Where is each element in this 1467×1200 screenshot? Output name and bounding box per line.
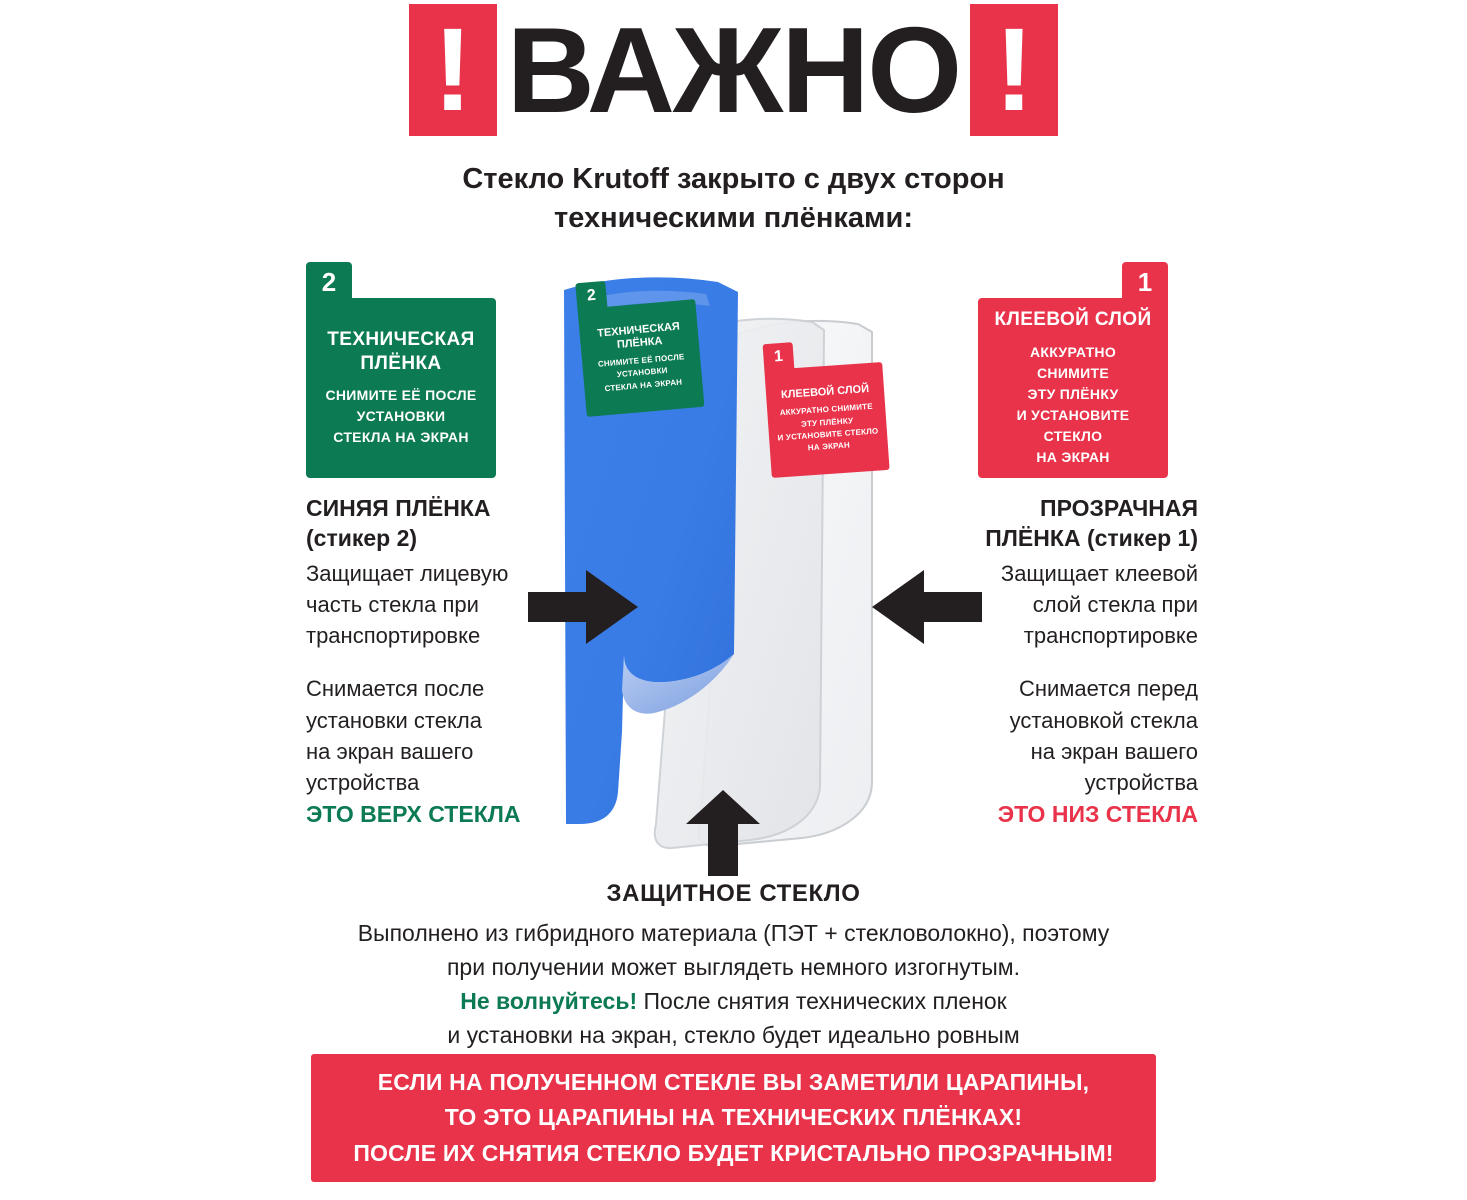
red-sticker-sub-line-3: И УСТАНОВИТЕ СТЕКЛО: [1016, 406, 1130, 444]
green-sticker-card: [306, 267, 496, 478]
page-title: ВАЖНО: [506, 2, 961, 138]
blue-film-body-line-3: транспортировке: [306, 623, 481, 649]
clear-film-body2-line-2: установкой стекла: [1009, 707, 1198, 733]
mini-green-title-line-2: ПЛЁНКА: [616, 335, 663, 351]
red-sticker-sub-line-2: ЭТУ ПЛЁНКУ: [1027, 385, 1119, 402]
mini-red-sub-line-4: НА ЭКРАН: [807, 440, 851, 453]
clear-film-body-line-1: Защищает клеевой: [1000, 560, 1198, 586]
blue-film-body2-line-3: на экран вашего: [306, 738, 474, 764]
green-sticker-sub-line-2: УСТАНОВКИ: [356, 408, 446, 425]
green-sticker-title: [327, 328, 474, 376]
clear-film-body-line-3: транспортировке: [1023, 623, 1198, 649]
header-banner: [0, 0, 1467, 140]
scratches-warning-line-2: ТО ЭТО ЦАРАПИНЫ НА ТЕХНИЧЕСКИХ ПЛЁНКАХ!: [444, 1104, 1023, 1131]
blue-film-body2-line-4: устройства: [306, 770, 420, 796]
mini-green-sticker-body: [578, 299, 705, 417]
mini-red-sticker-title: КЛЕЕВОЙ СЛОЙ: [780, 383, 870, 402]
red-sticker-sub-line-1: АККУРАТНО СНИМИТЕ: [1029, 343, 1117, 381]
green-sticker-title-line-1: ТЕХНИЧЕСКАЯ: [327, 328, 475, 350]
green-sticker-sub-line-1: СНИМИТЕ ЕЁ ПОСЛЕ: [325, 387, 477, 404]
mini-red-sub-line-3: И УСТАНОВИТЕ СТЕКЛО: [777, 426, 879, 443]
clear-film-heading-line-1: ПРОЗРАЧНАЯ: [1040, 495, 1198, 521]
red-sticker-title: КЛЕЕВОЙ СЛОЙ: [994, 309, 1152, 331]
scratches-warning-line-1: ЕСЛИ НА ПОЛУЧЕННОМ СТЕКЛЕ ВЫ ЗАМЕТИЛИ ЦАРАПИНЫ,: [377, 1068, 1090, 1095]
green-sticker-sub: [325, 385, 476, 448]
mini-green-sticker: [578, 286, 705, 417]
subtitle: [0, 160, 1467, 238]
scratches-warning-banner: [311, 1054, 1156, 1182]
mini-red-sub-line-2: ЭТУ ПЛЁНКУ: [800, 415, 854, 429]
clear-film-spacer: [938, 651, 1198, 673]
mini-red-sticker-sub: [776, 401, 880, 457]
clear-film-body2-line-3: на экран вашего: [1030, 738, 1198, 764]
protective-glass-line-3: [0, 984, 1467, 1018]
mini-red-sticker-number: 1: [763, 342, 795, 372]
mini-red-sticker: [764, 347, 889, 478]
subtitle-line-1: Стекло Krutoff закрыто с двух сторон: [462, 163, 1005, 195]
mini-red-sticker-body: [764, 362, 889, 478]
blue-film-heading-line-2: (стикер 2): [306, 524, 418, 551]
clear-film-description: [938, 494, 1198, 831]
mini-green-sticker-number: 2: [575, 281, 607, 312]
blue-film-body-line-2: часть стекла при: [306, 592, 479, 618]
protective-glass-line-2: при получении может выглядеть немного изгогнутым.: [446, 954, 1021, 981]
exclamation-left-icon: !: [409, 4, 497, 136]
clear-film-accent: ЭТО НИЗ СТЕКЛА: [997, 801, 1198, 828]
green-sticker-title-line-2: ПЛЁНКА: [360, 352, 442, 374]
protective-glass-line-3-rest: После снятия технических пленок: [637, 988, 1007, 1015]
clear-film-heading-line-2: ПЛЁНКА (стикер 1): [985, 524, 1198, 551]
protective-glass-line-1: Выполнено из гибридного материала (ПЭТ + стекловолокно), поэтому: [357, 920, 1110, 946]
red-sticker-sub: [992, 342, 1154, 468]
blue-film-description: [306, 494, 566, 831]
green-sticker-sub-line-3: СТЕКЛА НА ЭКРАН: [333, 429, 469, 446]
clear-film-body2-line-1: Снимается перед: [1018, 676, 1198, 702]
blue-film-heading-line-1: СИНЯЯ ПЛЁНКА: [306, 495, 491, 521]
mini-green-sub-line-1: СНИМИТЕ ЕЁ ПОСЛЕ: [597, 352, 685, 369]
protective-glass-line-4: и установки на экран, стекло будет идеально ровным: [447, 1022, 1020, 1049]
protective-glass-heading: ЗАЩИТНОЕ СТЕКЛО: [606, 880, 861, 907]
blue-film-accent: ЭТО ВЕРХ СТЕКЛА: [306, 801, 521, 828]
clear-film-heading: [938, 494, 1198, 554]
green-sticker-number: 2: [306, 262, 352, 302]
mini-green-sticker-sub: [598, 351, 688, 396]
clear-film-body-line-2: слой стекла при: [1032, 592, 1198, 618]
scratches-warning-line-3: ПОСЛЕ ИХ СНЯТИЯ СТЕКЛО БУДЕТ КРИСТАЛЬНО ПРОЗРАЧНЫМ!: [353, 1139, 1114, 1166]
mini-green-sub-line-3: СТЕКЛА НА ЭКРАН: [604, 377, 683, 394]
dont-worry-accent: Не волнуйтесь!: [460, 988, 638, 1015]
protective-glass-description: [0, 880, 1467, 1052]
mini-green-title-line-1: ТЕХНИЧЕСКАЯ: [596, 320, 681, 340]
blue-film-heading: [306, 494, 566, 554]
blue-film-body2-line-2: установки стекла: [306, 707, 482, 733]
red-sticker-body: [978, 298, 1168, 478]
blue-film-body2-line-1: Снимается после: [306, 676, 485, 702]
red-sticker-number: 1: [1122, 262, 1168, 302]
green-sticker-body: [306, 298, 496, 478]
red-sticker-sub-line-4: НА ЭКРАН: [1036, 448, 1110, 465]
blue-film-spacer: [306, 651, 566, 673]
clear-film-body2-line-4: устройства: [1084, 770, 1198, 796]
exclamation-right-icon: !: [970, 4, 1058, 136]
mini-green-sticker-title: [597, 320, 682, 353]
mini-green-sub-line-2: УСТАНОВКИ: [616, 366, 669, 380]
red-sticker-card: [978, 267, 1168, 478]
subtitle-line-2: техническими плёнками:: [554, 202, 913, 235]
arrow-up-icon: [686, 790, 760, 881]
mini-red-sub-line-1: АККУРАТНО СНИМИТЕ: [779, 402, 874, 418]
blue-film-body-line-1: Защищает лицевую: [306, 560, 509, 586]
